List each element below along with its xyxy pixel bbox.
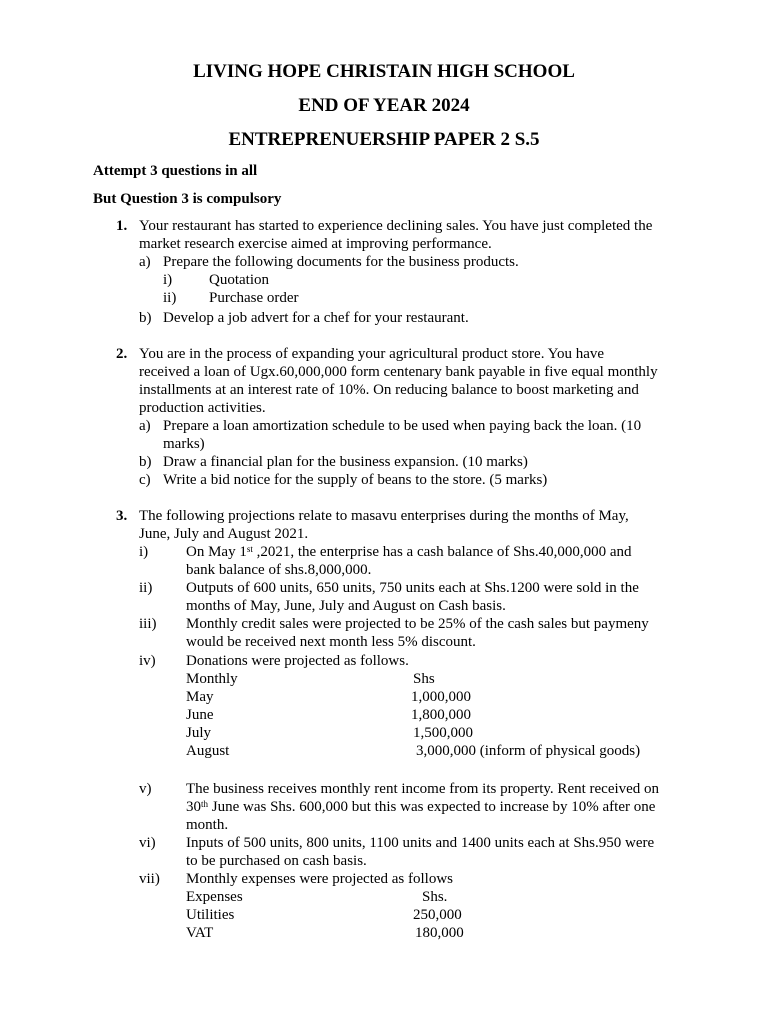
q2-c-text: Write a bid notice for the supply of beans to the store. (5 marks): [163, 472, 548, 488]
question-2-number: 2.: [116, 346, 128, 362]
school-name: LIVING HOPE CHRISTAIN HIGH SCHOOL: [193, 61, 575, 82]
instruction-compulsory: But Question 3 is compulsory: [93, 191, 282, 207]
q1-b-text: Develop a job advert for a chef for your restaurant.: [163, 310, 469, 326]
donations-row-month: June: [186, 707, 214, 723]
donations-row-amount: 3,000,000 (inform of physical goods): [416, 743, 641, 759]
donations-row-month: May: [186, 689, 214, 705]
expenses-header-name: Expenses: [186, 889, 243, 905]
q3-ii-label: ii): [139, 580, 153, 596]
expenses-row-name: VAT: [186, 925, 214, 941]
paper-title: ENTREPRENUERSHIP PAPER 2 S.5: [228, 129, 540, 150]
donations-row-month: August: [186, 743, 230, 759]
donations-row-amount: 1,800,000: [411, 707, 471, 723]
q2-b-text: Draw a financial plan for the business expansion. (10 marks): [163, 454, 528, 470]
question-2-text: production activities.: [139, 400, 266, 416]
expenses-row-amount: 250,000: [413, 907, 462, 923]
q2-b-label: b): [139, 454, 152, 470]
question-1-text: market research exercise aimed at improving performance.: [139, 236, 492, 252]
exam-title: END OF YEAR 2024: [298, 95, 470, 116]
q2-a-text: marks): [163, 436, 205, 452]
expenses-row-name: Utilities: [186, 907, 235, 923]
expenses-row-amount: 180,000: [415, 925, 464, 941]
q3-v-label: v): [139, 781, 152, 797]
q2-a-text: Prepare a loan amortization schedule to be used when paying back the loan. (10: [163, 418, 642, 434]
q3-i-label: i): [139, 544, 149, 560]
q3-iii-label: iii): [139, 616, 157, 632]
question-3-text: The following projections relate to masavu enterprises during the months of May,: [139, 508, 629, 524]
q1-a-label: a): [139, 254, 151, 270]
question-3-number: 3.: [116, 508, 128, 524]
question-3-text: June, July and August 2021.: [139, 526, 309, 542]
q1-i-text: Quotation: [209, 272, 269, 288]
q3-v-text: The business receives monthly rent income from its property. Rent received on: [186, 781, 660, 797]
question-2-text: received a loan of Ugx.60,000,000 form centenary bank payable in five equal monthly: [139, 364, 658, 380]
question-2-text: You are in the process of expanding your agricultural product store. You have: [139, 346, 605, 362]
donations-header-shs: Shs: [413, 671, 435, 687]
q3-v-text: 30th June was Shs. 600,000 but this was expected to increase by 10% after one: [186, 799, 656, 815]
q3-ii-text: Outputs of 600 units, 650 units, 750 units each at Shs.1200 were sold in the: [186, 580, 639, 596]
q3-i-text: On May 1st ,2021, the enterprise has a cash balance of Shs.40,000,000 and: [186, 544, 632, 560]
question-2-text: installments at an interest rate of 10%. On reducing balance to boost marketing and: [139, 382, 639, 398]
q3-vii-text: Monthly expenses were projected as follows: [186, 871, 454, 887]
expenses-header-shs: Shs.: [422, 889, 448, 905]
q1-b-label: b): [139, 310, 152, 326]
instruction-attempt: Attempt 3 questions in all: [93, 163, 258, 179]
q2-a-label: a): [139, 418, 151, 434]
q1-ii-label: ii): [163, 290, 177, 306]
donations-row-amount: 1,000,000: [411, 689, 471, 705]
q3-vi-label: vi): [139, 835, 156, 851]
q3-iv-text: Donations were projected as follows.: [186, 653, 409, 669]
q1-a-text: Prepare the following documents for the business products.: [163, 254, 519, 270]
q2-c-label: c): [139, 472, 151, 488]
donations-row-month: July: [186, 725, 212, 741]
q3-ii-text: months of May, June, July and August on Cash basis.: [186, 598, 506, 614]
question-1-text: Your restaurant has started to experience declining sales. You have just completed the: [139, 218, 653, 234]
q3-vi-text: Inputs of 500 units, 800 units, 1100 units and 1400 units each at Shs.950 were: [186, 835, 655, 851]
q3-iii-text: Monthly credit sales were projected to be 25% of the cash sales but paymeny: [186, 616, 649, 632]
donations-row-amount: 1,500,000: [413, 725, 473, 741]
donations-header-month: Monthly: [186, 671, 238, 687]
q3-vi-text: to be purchased on cash basis.: [186, 853, 367, 869]
q3-vii-label: vii): [139, 871, 160, 887]
q3-i-text: bank balance of shs.8,000,000.: [186, 562, 372, 578]
q3-iv-label: iv): [139, 653, 156, 669]
question-1-number: 1.: [116, 218, 128, 234]
q1-ii-text: Purchase order: [209, 290, 299, 306]
q1-i-label: i): [163, 272, 173, 288]
q3-iii-text: would be received next month less 5% discount.: [186, 634, 476, 650]
q3-v-text: month.: [186, 817, 229, 833]
